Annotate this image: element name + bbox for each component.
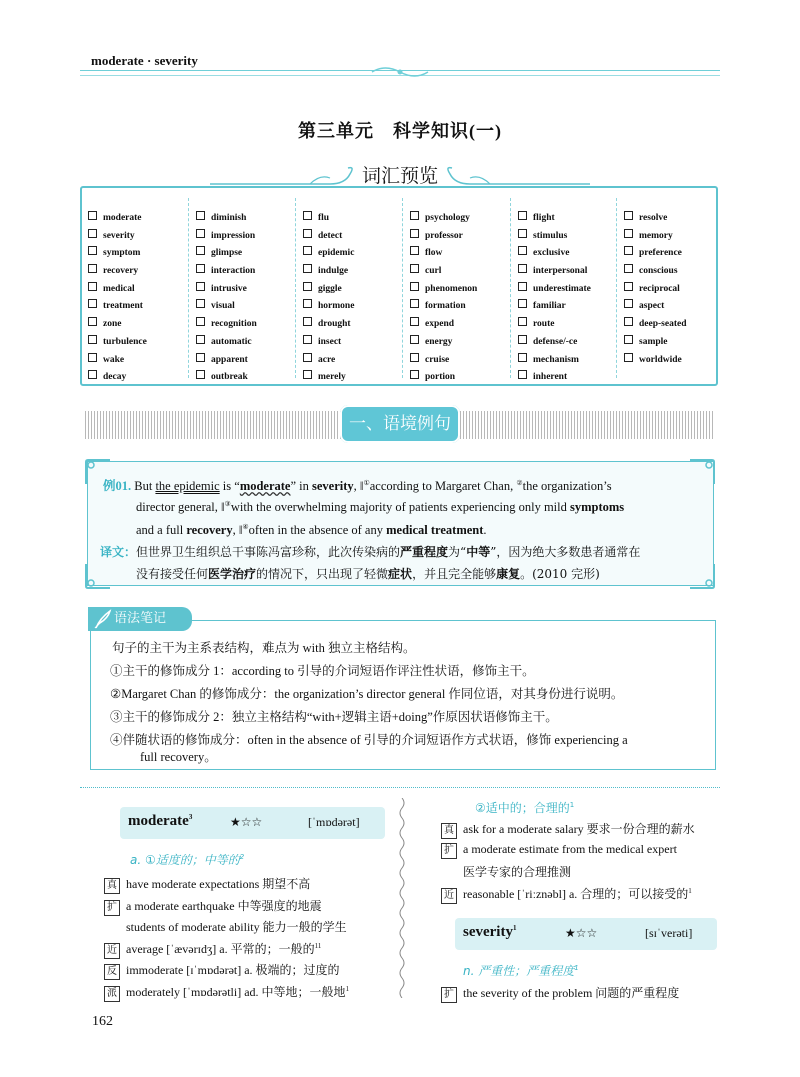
running-header: moderate · severity [91,53,198,68]
subject-phrase: the epidemic [155,479,220,493]
entry-line: 医学专家的合理推测 [463,865,572,879]
example-label: 例01. [103,479,132,493]
checkbox-icon[interactable] [303,229,312,238]
vocab-column [303,210,409,387]
checkbox-icon[interactable] [88,335,97,344]
checkbox-icon[interactable] [410,299,419,308]
sense-2: ②适中的；合理的$^1$ [475,801,575,815]
checkbox-icon[interactable] [518,229,527,238]
checkbox-icon[interactable] [88,211,97,220]
vocab-item: wake [88,352,194,370]
grammar-line: ②Margaret Chan 的修饰成分：the organization’s director general 作同位语，对其身份进行说明。 [110,687,624,701]
headword: severity$^1$ [463,924,517,940]
checkbox-icon[interactable] [518,299,527,308]
corner-ornament-icon [82,562,112,592]
example-line-1: 例01. But the epidemic is “moderate” in severity, ‖①according to Margaret Chan, ②the organization’s [103,478,612,493]
difficulty-stars: ★☆☆ [230,815,263,829]
entry-line: 真 have moderate expectations 期望不高 [104,875,310,894]
vocab-column-separator [295,198,296,378]
entry-line: 反 immoderate [ɪˈmɒdərət] a. 极端的；过度的 [104,961,340,980]
checkbox-icon[interactable] [303,211,312,220]
checkbox-icon[interactable] [410,229,419,238]
checkbox-icon[interactable] [518,282,527,291]
vocab-item: stimulus [518,228,624,246]
unit-title: 第三单元 科学知识(一) [298,121,502,141]
checkbox-icon[interactable] [518,335,527,344]
entry-line: 扩 the severity of the problem 问题的严重程度 [441,984,679,1003]
vocab-item: insect [303,334,409,352]
checkbox-icon[interactable] [624,246,633,255]
entry-tag: 近 [441,888,457,904]
vocab-column [624,210,730,369]
vocab-item: inherent [518,369,624,387]
vocab-item: diminish [196,210,302,228]
vocab-column [410,210,516,387]
vocab-item: flight [518,210,624,228]
translation-label: 译文： [100,545,137,559]
grammar-line: ③主干的修饰成分 2：独立主格结构“with+逻辑主语+doing”作原因状语修饰主干。 [110,710,558,724]
corner-ornament-icon [688,562,718,592]
checkbox-icon[interactable] [88,282,97,291]
vocab-item: deep-seated [624,316,730,334]
checkbox-icon[interactable] [624,229,633,238]
checkbox-icon[interactable] [410,282,419,291]
checkbox-icon[interactable] [624,335,633,344]
phonetic: [ˈmɒdərət] [308,815,360,829]
vocab-item: epidemic [303,245,409,263]
vocab-item: outbreak [196,369,302,387]
vocab-item: defense/-ce [518,334,624,352]
vocab-item: professor [410,228,516,246]
vocab-item: memory [624,228,730,246]
vocab-item: detect [303,228,409,246]
entry-line: 近 reasonable [ˈriːznəbl] a. 合理的；可以接受的$^1$ [441,885,692,904]
entry-tag: 扩 [104,900,120,916]
vocab-column-separator [616,198,617,378]
example-line-2: director general, ‖③with the overwhelming majority of patients experiencing only mild symptoms [136,500,625,515]
example-line-3: and a full recovery, ‖④often in the absence of any medical treatment. [136,523,487,538]
keyword-recovery: recovery [186,523,233,538]
keyword-severity: severity [312,479,354,493]
checkbox-icon[interactable] [88,246,97,255]
checkbox-icon[interactable] [624,211,633,220]
checkbox-icon[interactable] [196,211,205,220]
vocab-item: aspect [624,298,730,316]
vocab-item: hormone [303,298,409,316]
checkbox-icon[interactable] [303,282,312,291]
vocab-item: conscious [624,263,730,281]
vocab-column-separator [510,198,511,378]
vocab-item: formation [410,298,516,316]
vocab-item: exclusive [518,245,624,263]
vocab-column-separator [188,198,189,378]
grammar-line: ④伴随状语的修饰成分：often in the absence of 引导的介词短语作方式状语，修饰 experiencing a [110,733,628,747]
vocab-item: interaction [196,263,302,281]
vocab-item: cruise [410,352,516,370]
entry-line: students of moderate ability 能力一般的学生 [126,920,347,934]
word-header-severity [455,918,717,950]
header-ornament-icon [370,64,430,80]
keyword-symptoms: symptoms [570,500,625,515]
vocab-item: severity [88,228,194,246]
checkbox-icon[interactable] [624,299,633,308]
checkbox-icon[interactable] [88,317,97,326]
checkbox-icon[interactable] [410,370,419,379]
vocab-item: interpersonal [518,263,624,281]
checkbox-icon[interactable] [624,317,633,326]
section-divider [80,787,720,788]
vocab-item: phenomenon [410,281,516,299]
vocab-preview-box [80,186,718,386]
vocab-item: expend [410,316,516,334]
checkbox-icon[interactable] [624,264,633,273]
vocab-item: moderate [88,210,194,228]
checkbox-icon[interactable] [303,335,312,344]
vocab-ornament-right-icon [440,164,590,186]
checkbox-icon[interactable] [410,246,419,255]
checkbox-icon[interactable] [518,211,527,220]
vocab-item: merely [303,369,409,387]
grammar-line: full recovery。 [140,750,217,764]
vocab-item: recovery [88,263,194,281]
vocab-item: route [518,316,624,334]
entry-tag: 近 [104,943,120,959]
quill-pen-icon [92,608,114,630]
checkbox-icon[interactable] [196,317,205,326]
checkbox-icon[interactable] [303,264,312,273]
column-divider-icon [398,798,406,998]
word-header-moderate [120,807,385,839]
vocab-item: automatic [196,334,302,352]
checkbox-icon[interactable] [88,353,97,362]
translation-line-2: 没有接受任何医学治疗的情况下，只出现了轻微症状，并且完全能够康复。(2010 完形) [136,567,600,581]
difficulty-stars: ★☆☆ [565,926,598,940]
corner-ornament-icon [688,456,718,486]
vocab-item: giggle [303,281,409,299]
entry-tag: 扩 [441,987,457,1003]
checkbox-icon[interactable] [410,353,419,362]
entry-line: 派 moderately [ˈmɒdərətli] ad. 中等地；一般地$^1$ [104,983,349,1002]
checkbox-icon[interactable] [410,211,419,220]
vocab-item: glimpse [196,245,302,263]
vocab-item: psychology [410,210,516,228]
checkbox-icon[interactable] [88,299,97,308]
grammar-line: 句子的主干为主系表结构，难点为 with 独立主格结构。 [112,641,416,655]
translation-line-1: 译文：但世界卫生组织总干事陈冯富珍称，此次传染病的严重程度为“中等”，因为绝大多数患者通常在 [100,545,641,559]
vocab-item: intrusive [196,281,302,299]
checkbox-icon[interactable] [196,282,205,291]
checkbox-icon[interactable] [88,264,97,273]
vocab-title: 词汇预览 [361,166,438,187]
checkbox-icon[interactable] [196,370,205,379]
checkbox-icon[interactable] [303,353,312,362]
checkbox-icon[interactable] [196,264,205,273]
vocab-column-separator [402,198,403,378]
vocab-item: zone [88,316,194,334]
vocab-item: apparent [196,352,302,370]
checkbox-icon[interactable] [518,246,527,255]
vocab-item: mechanism [518,352,624,370]
entry-tag: 真 [104,878,120,894]
grammar-line: ①主干的修饰成分 1：according to 引导的介词短语作评注性状语，修饰主干。 [110,664,535,678]
vocab-item: medical [88,281,194,299]
vocab-item: sample [624,334,730,352]
entry-tag: 派 [104,986,120,1002]
vocab-item: drought [303,316,409,334]
checkbox-icon[interactable] [410,335,419,344]
keyword-medical-treatment: medical treatment [386,523,484,538]
entry-line: 近 average [ˈævərɪdʒ] a. 平常的；一般的$^{11}$ [104,940,321,959]
vocab-column [196,210,302,387]
sense-1: a. ①适度的；中等的$^2$ [130,853,245,867]
vocab-item: turbulence [88,334,194,352]
checkbox-icon[interactable] [196,335,205,344]
vocab-item: underestimate [518,281,624,299]
headword: moderate$^3$ [128,813,193,829]
grammar-tag: 语法笔记 [88,607,192,631]
entry-tag: 反 [104,964,120,980]
checkbox-icon[interactable] [410,264,419,273]
vocab-item: flow [410,245,516,263]
vocab-item: impression [196,228,302,246]
checkbox-icon[interactable] [518,264,527,273]
keyword-moderate: moderate [239,479,291,493]
vocab-item: curl [410,263,516,281]
checkbox-icon[interactable] [303,299,312,308]
vocab-item: treatment [88,298,194,316]
severity-sense: n. 严重性；严重程度$^1$ [463,964,579,978]
vocab-item: energy [410,334,516,352]
vocab-item: recognition [196,316,302,334]
checkbox-icon[interactable] [518,353,527,362]
vocab-item: decay [88,369,194,387]
vocab-item: portion [410,369,516,387]
phonetic: [sɪˈverəti] [645,926,693,940]
checkbox-icon[interactable] [518,370,527,379]
vocab-item: resolve [624,210,730,228]
checkbox-icon[interactable] [410,317,419,326]
checkbox-icon[interactable] [196,299,205,308]
entry-line: 扩 a moderate estimate from the medical expert [441,842,677,859]
section-banner: 一、语境例句 [340,405,460,443]
entry-line: 真 ask for a moderate salary 要求一份合理的薪水 [441,820,695,839]
vocab-column [518,210,624,387]
vocab-item: preference [624,245,730,263]
vocab-item: indulge [303,263,409,281]
checkbox-icon[interactable] [303,370,312,379]
vocab-item: familiar [518,298,624,316]
vocab-column [88,210,194,387]
vocab-item: worldwide [624,352,730,370]
checkbox-icon[interactable] [88,229,97,238]
vocab-item: symptom [88,245,194,263]
vocab-item: acre [303,352,409,370]
checkbox-icon[interactable] [88,370,97,379]
checkbox-icon[interactable] [303,317,312,326]
vocab-item: visual [196,298,302,316]
checkbox-icon[interactable] [624,353,633,362]
entry-tag: 扩 [441,843,457,859]
checkbox-icon[interactable] [303,246,312,255]
checkbox-icon[interactable] [518,317,527,326]
checkbox-icon[interactable] [196,246,205,255]
checkbox-icon[interactable] [196,229,205,238]
checkbox-icon[interactable] [196,353,205,362]
entry-line: 扩 a moderate earthquake 中等强度的地震 [104,897,322,916]
page-number: 162 [92,1014,113,1029]
vocab-item: flu [303,210,409,228]
entry-tag: 真 [441,823,457,839]
vocab-item: reciprocal [624,281,730,299]
checkbox-icon[interactable] [624,282,633,291]
